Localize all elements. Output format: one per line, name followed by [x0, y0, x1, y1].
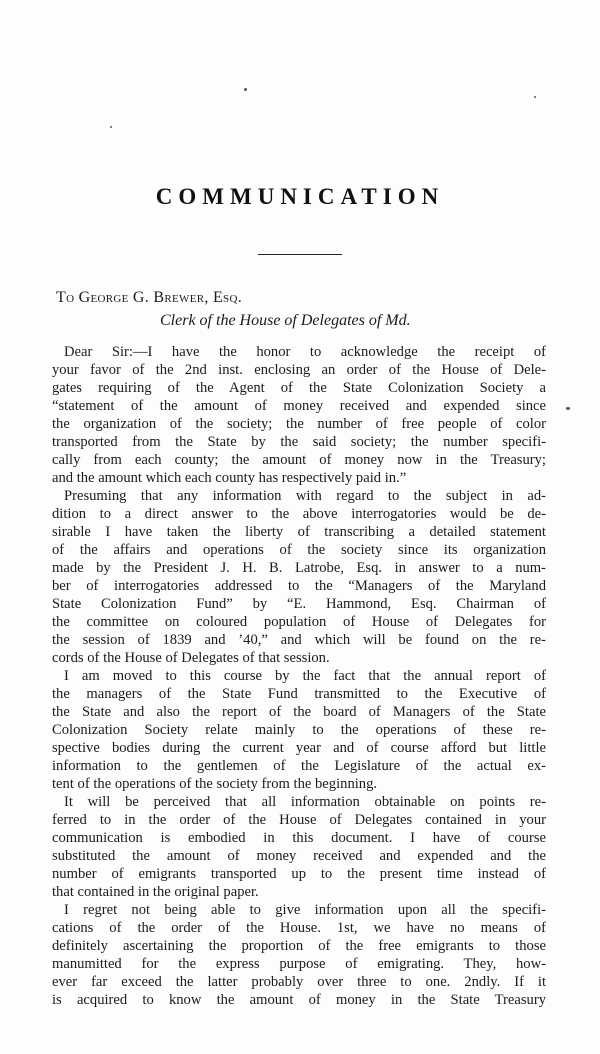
text-line: “statement of the amount of money received and expended since [52, 398, 546, 414]
paper-speck [566, 407, 570, 410]
text-line: your favor of the 2nd inst. enclosing an order of the House of Dele- [52, 362, 546, 378]
text-line: ber of interrogatories addressed to the “Managers of the Maryland [52, 578, 546, 594]
text-line: ever far exceed the latter probably over three to one. 2ndly. If it [52, 974, 546, 990]
text-line: is acquired to know the amount of money in the State Treasury [52, 992, 546, 1008]
text-line: information to the gentlemen of the Legislature of the actual ex- [52, 758, 546, 774]
text-line: sirable I have taken the liberty of transcribing a detailed statement [52, 524, 546, 540]
text-line: the organization of the society; the number of free people of color [52, 416, 546, 432]
text-line: It will be perceived that all information obtainable on points re- [64, 794, 546, 810]
text-line: Presuming that any information with regard to the subject in ad- [64, 488, 546, 504]
addressee: To George G. Brewer, Esq. [56, 289, 242, 306]
paper-speck [534, 96, 536, 98]
text-line: made by the President J. H. B. Latrobe, Esq. in answer to a num- [52, 560, 546, 576]
addressee-title: Clerk of the House of Delegates of Md. [160, 312, 411, 329]
text-line: the managers of the State Fund transmitted to the Executive of [52, 686, 546, 702]
text-line: Colonization Society relate mainly to the operations of these re- [52, 722, 546, 738]
text-line: tent of the operations of the society from the beginning. [52, 776, 378, 792]
text-line: and the amount which each county has respectively paid in.” [52, 470, 407, 486]
text-line: the State and also the report of the board of Managers of the State [52, 704, 546, 720]
text-line: number of emigrants transported up to the present time instead of [52, 866, 546, 882]
text-line: substituted the amount of money received and expended and the [52, 848, 546, 864]
text-line: gates requiring of the Agent of the State Colonization Society a [52, 380, 546, 396]
letter-body [52, 343, 546, 1009]
text-line: I am moved to this course by the fact that the annual report of [64, 668, 546, 684]
text-line: cations of the order of the House. 1st, we have no means of [52, 920, 546, 936]
text-line: I regret not being able to give information upon all the specifi- [64, 902, 546, 918]
title-divider [258, 254, 342, 255]
text-line: manumitted for the express purpose of emigrating. They, how- [52, 956, 546, 972]
text-line: dition to a direct answer to the above interrogatories would be de- [52, 506, 546, 522]
text-line: Dear Sir:—I have the honor to acknowledge the receipt of [64, 344, 546, 360]
text-line: State Colonization Fund” by “E. Hammond, Esq. Chairman of [52, 596, 546, 612]
text-line: communication is embodied in this document. I have of course [52, 830, 546, 846]
text-line: definitely ascertaining the proportion of the free emigrants to those [52, 938, 546, 954]
text-line: the session of 1839 and ’40,” and which will be found on the re- [52, 632, 546, 648]
text-line: ferred to in the order of the House of Delegates contained in your [52, 812, 546, 828]
text-line: transported from the State by the said society; the number specifi- [52, 434, 546, 450]
text-line: spective bodies during the current year and of course afford but little [52, 740, 546, 756]
text-line: that contained in the original paper. [52, 884, 259, 900]
text-line: of the affairs and operations of the society since its organization [52, 542, 546, 558]
page-title: COMMUNICATION [155, 184, 445, 209]
text-line: the committee on coloured population of House of Delegates for [52, 614, 546, 630]
paper-speck [110, 126, 112, 128]
text-line: cally from each county; the amount of money now in the Treasury; [52, 452, 546, 468]
text-line: cords of the House of Delegates of that session. [52, 650, 330, 666]
paper-speck [244, 88, 247, 91]
